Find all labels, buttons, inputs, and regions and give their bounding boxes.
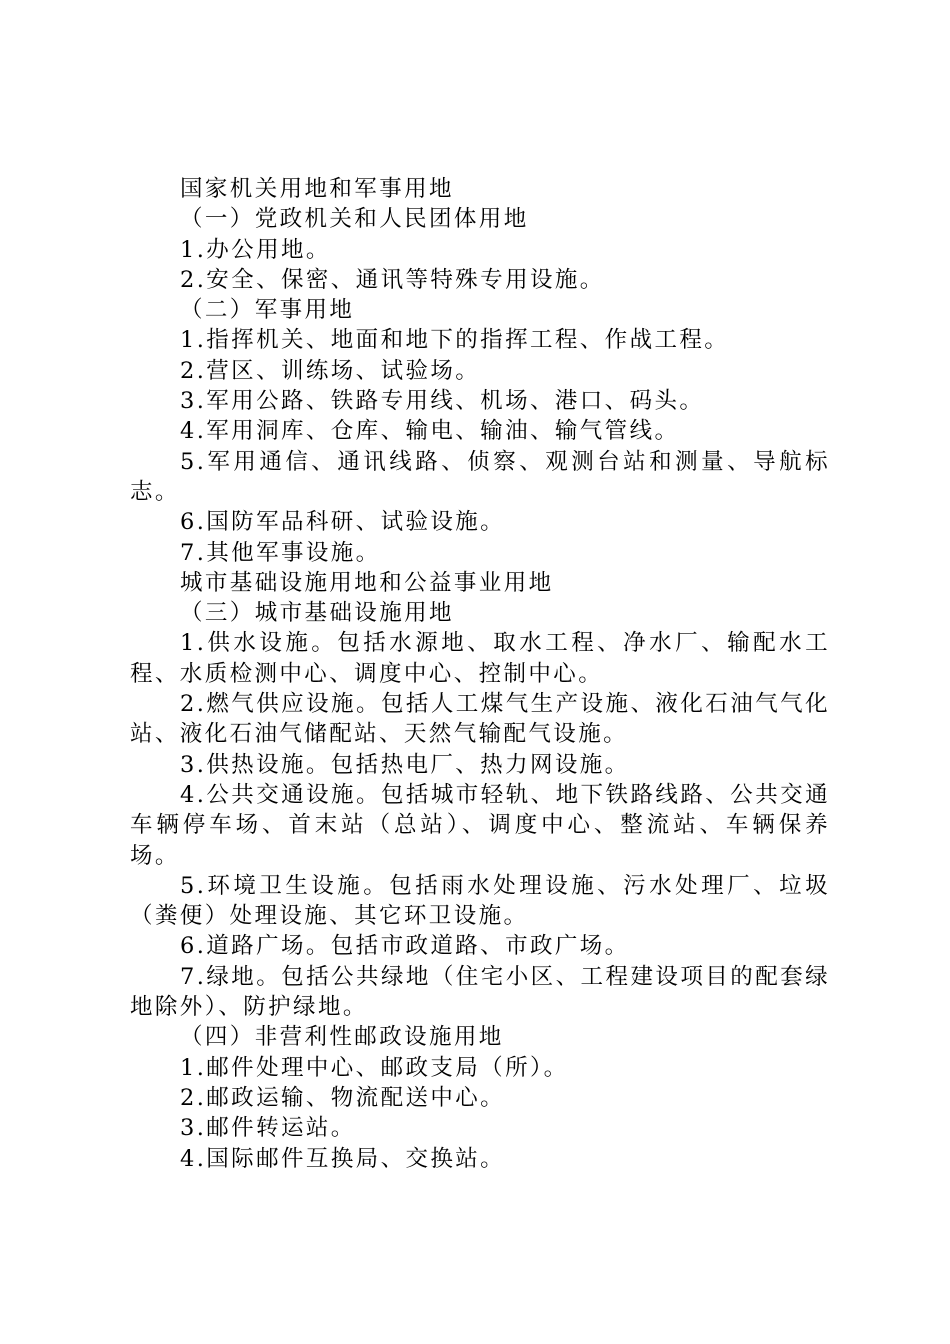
list-item: 6.国防军品科研、试验设施。 bbox=[180, 509, 506, 536]
list-item: 2.邮政运输、物流配送中心。 bbox=[180, 1084, 506, 1111]
list-item: 7.其他军事设施。 bbox=[180, 539, 381, 566]
list-item: 5.军用通信、通讯线路、侦察、观测台站和测量、导航标志。 bbox=[130, 448, 830, 505]
list-item: 3.军用公路、铁路专用线、机场、港口、码头。 bbox=[180, 388, 705, 415]
list-item: 3.供热设施。包括热电厂、热力网设施。 bbox=[180, 751, 630, 778]
list-item: 1.邮件处理中心、邮政支局（所）。 bbox=[180, 1054, 569, 1081]
subsection-heading-1: （一）党政机关和人民团体用地 bbox=[180, 206, 529, 233]
list-item: 5.环境卫生设施。包括雨水处理设施、污水处理厂、垃圾（粪便）处理设施、其它环卫设施。 bbox=[130, 872, 830, 930]
list-item: 7.绿地。包括公共绿地（住宅小区、工程建设项目的配套绿地除外）、防护绿地。 bbox=[130, 963, 830, 1021]
subsection-heading-4: （四）非营利性邮政设施用地 bbox=[180, 1024, 504, 1051]
list-item: 1.指挥机关、地面和地下的指挥工程、作战工程。 bbox=[180, 327, 730, 354]
list-item: 2.营区、训练场、试验场。 bbox=[180, 357, 481, 384]
list-item: 4.公共交通设施。包括城市轻轨、地下铁路线路、公共交通车辆停车场、首末站（总站）、调度中心、整流站、车辆保养场。 bbox=[130, 781, 830, 869]
list-item: 3.邮件转运站。 bbox=[180, 1115, 356, 1142]
section-heading-infrastructure: 城市基础设施用地和公益事业用地 bbox=[180, 569, 554, 596]
list-item: 4.国际邮件互换局、交换站。 bbox=[180, 1145, 506, 1172]
subsection-heading-2: （二）军事用地 bbox=[180, 297, 355, 324]
section-heading-state-military: 国家机关用地和军事用地 bbox=[180, 176, 454, 202]
document-body bbox=[130, 174, 830, 1174]
list-item: 4.军用洞库、仓库、输电、输油、输气管线。 bbox=[180, 418, 680, 445]
subsection-heading-3: （三）城市基础设施用地 bbox=[180, 600, 454, 627]
list-item: 6.道路广场。包括市政道路、市政广场。 bbox=[180, 933, 630, 960]
list-item: 2.安全、保密、通讯等特殊专用设施。 bbox=[180, 266, 605, 293]
list-item: 1.供水设施。包括水源地、取水工程、净水厂、输配水工程、水质检测中心、调度中心、控制中心。 bbox=[130, 630, 830, 687]
list-item: 2.燃气供应设施。包括人工煤气生产设施、液化石油气气化站、液化石油气储配站、天然气输配气设施。 bbox=[130, 691, 830, 748]
list-item: 1.办公用地。 bbox=[180, 236, 331, 263]
